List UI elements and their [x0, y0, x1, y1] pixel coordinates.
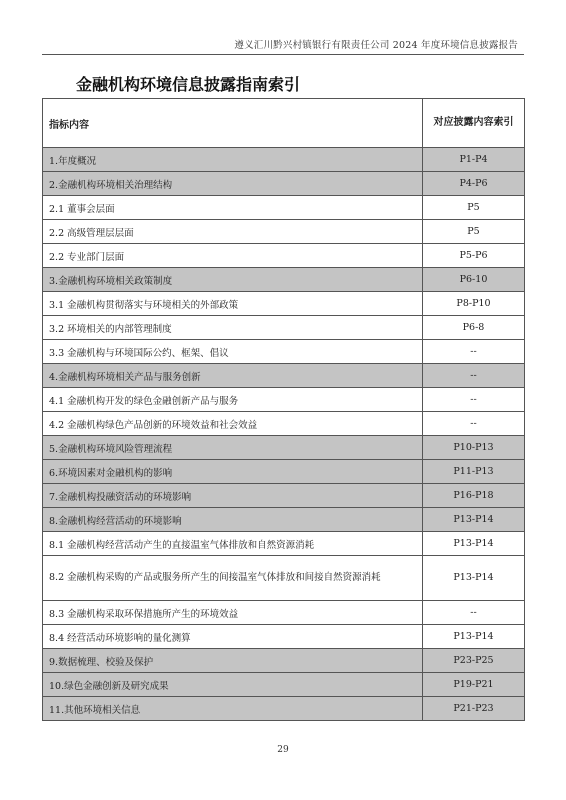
indicator-cell: 4.金融机构环境相关产品与服务创新: [43, 364, 423, 388]
table-row: [43, 172, 525, 196]
table-row: [43, 364, 525, 388]
indicator-cell: 2.1 董事会层面: [43, 196, 423, 220]
index-cell: P21-P23: [423, 697, 525, 721]
disclosure-index-table: [42, 98, 525, 721]
index-cell: P13-P14: [423, 532, 525, 556]
indicator-cell: 3.2 环境相关的内部管理制度: [43, 316, 423, 340]
index-cell: P8-P10: [423, 292, 525, 316]
index-cell: P13-P14: [423, 625, 525, 649]
report-header-title: 遵义汇川黔兴村镇银行有限责任公司 2024 年度环境信息披露报告: [234, 40, 518, 51]
indicator-cell: 3.3 金融机构与环境国际公约、框架、倡议: [43, 340, 423, 364]
indicator-cell: 2.2 高级管理层层面: [43, 220, 423, 244]
index-cell: --: [423, 388, 525, 412]
indicator-cell: 5.金融机构环境风险管理流程: [43, 436, 423, 460]
table-row: [43, 148, 525, 172]
table-row: [43, 316, 525, 340]
index-cell: --: [423, 364, 525, 388]
page-title: 金融机构环境信息披露指南索引: [76, 75, 301, 94]
indicator-cell: 8.金融机构经营活动的环境影响: [43, 508, 423, 532]
table-row: [43, 220, 525, 244]
table-row: [43, 532, 525, 556]
table-row: [43, 484, 525, 508]
table-row: [43, 673, 525, 697]
indicator-cell: 9.数据梳理、校验及保护: [43, 649, 423, 673]
page-number: 29: [277, 745, 289, 755]
indicator-cell: 4.2 金融机构绿色产品创新的环境效益和社会效益: [43, 412, 423, 436]
indicator-cell: 8.1 金融机构经营活动产生的直接温室气体排放和自然资源消耗: [43, 532, 423, 556]
indicator-cell: 8.3 金融机构采取环保措施所产生的环境效益: [43, 601, 423, 625]
indicator-cell: 8.4 经营活动环境影响的量化测算: [43, 625, 423, 649]
table-row: [43, 244, 525, 268]
table-row: [43, 556, 525, 601]
column-header-indicator: 指标内容: [43, 99, 423, 148]
table-row: [43, 292, 525, 316]
table-row: [43, 412, 525, 436]
indicator-cell: 10.绿色金融创新及研究成果: [43, 673, 423, 697]
table-row: [43, 649, 525, 673]
indicator-cell: 6.环境因素对金融机构的影响: [43, 460, 423, 484]
index-cell: P16-P18: [423, 484, 525, 508]
indicator-cell: 11.其他环境相关信息: [43, 697, 423, 721]
table-row: [43, 508, 525, 532]
index-cell: P11-P13: [423, 460, 525, 484]
table-row: [43, 196, 525, 220]
table-row: [43, 436, 525, 460]
index-cell: P1-P4: [423, 148, 525, 172]
table-row: [43, 601, 525, 625]
indicator-cell: 2.金融机构环境相关治理结构: [43, 172, 423, 196]
index-cell: P6-10: [423, 268, 525, 292]
header-divider: [42, 54, 524, 55]
index-cell: P10-P13: [423, 436, 525, 460]
table-row: [43, 625, 525, 649]
indicator-cell: 2.2 专业部门层面: [43, 244, 423, 268]
indicator-cell: 1.年度概况: [43, 148, 423, 172]
index-cell: P4-P6: [423, 172, 525, 196]
index-cell: P5: [423, 196, 525, 220]
index-cell: P13-P14: [423, 508, 525, 532]
index-cell: P23-P25: [423, 649, 525, 673]
table-header-row: [43, 99, 525, 148]
index-cell: --: [423, 601, 525, 625]
index-cell: --: [423, 412, 525, 436]
table-row: [43, 340, 525, 364]
column-header-index: 对应披露内容索引: [423, 99, 525, 148]
index-cell: --: [423, 340, 525, 364]
indicator-cell: 4.1 金融机构开发的绿色金融创新产品与服务: [43, 388, 423, 412]
indicator-cell: 3.金融机构环境相关政策制度: [43, 268, 423, 292]
index-cell: P5-P6: [423, 244, 525, 268]
table-row: [43, 460, 525, 484]
table-row: [43, 268, 525, 292]
index-cell: P19-P21: [423, 673, 525, 697]
indicator-cell: 8.2 金融机构采购的产品或服务所产生的间接温室气体排放和间接自然资源消耗: [43, 556, 423, 601]
table-row: [43, 388, 525, 412]
index-cell: P6-8: [423, 316, 525, 340]
indicator-cell: 7.金融机构投融资活动的环境影响: [43, 484, 423, 508]
index-cell: P13-P14: [423, 556, 525, 601]
table-row: [43, 697, 525, 721]
indicator-cell: 3.1 金融机构贯彻落实与环境相关的外部政策: [43, 292, 423, 316]
index-cell: P5: [423, 220, 525, 244]
